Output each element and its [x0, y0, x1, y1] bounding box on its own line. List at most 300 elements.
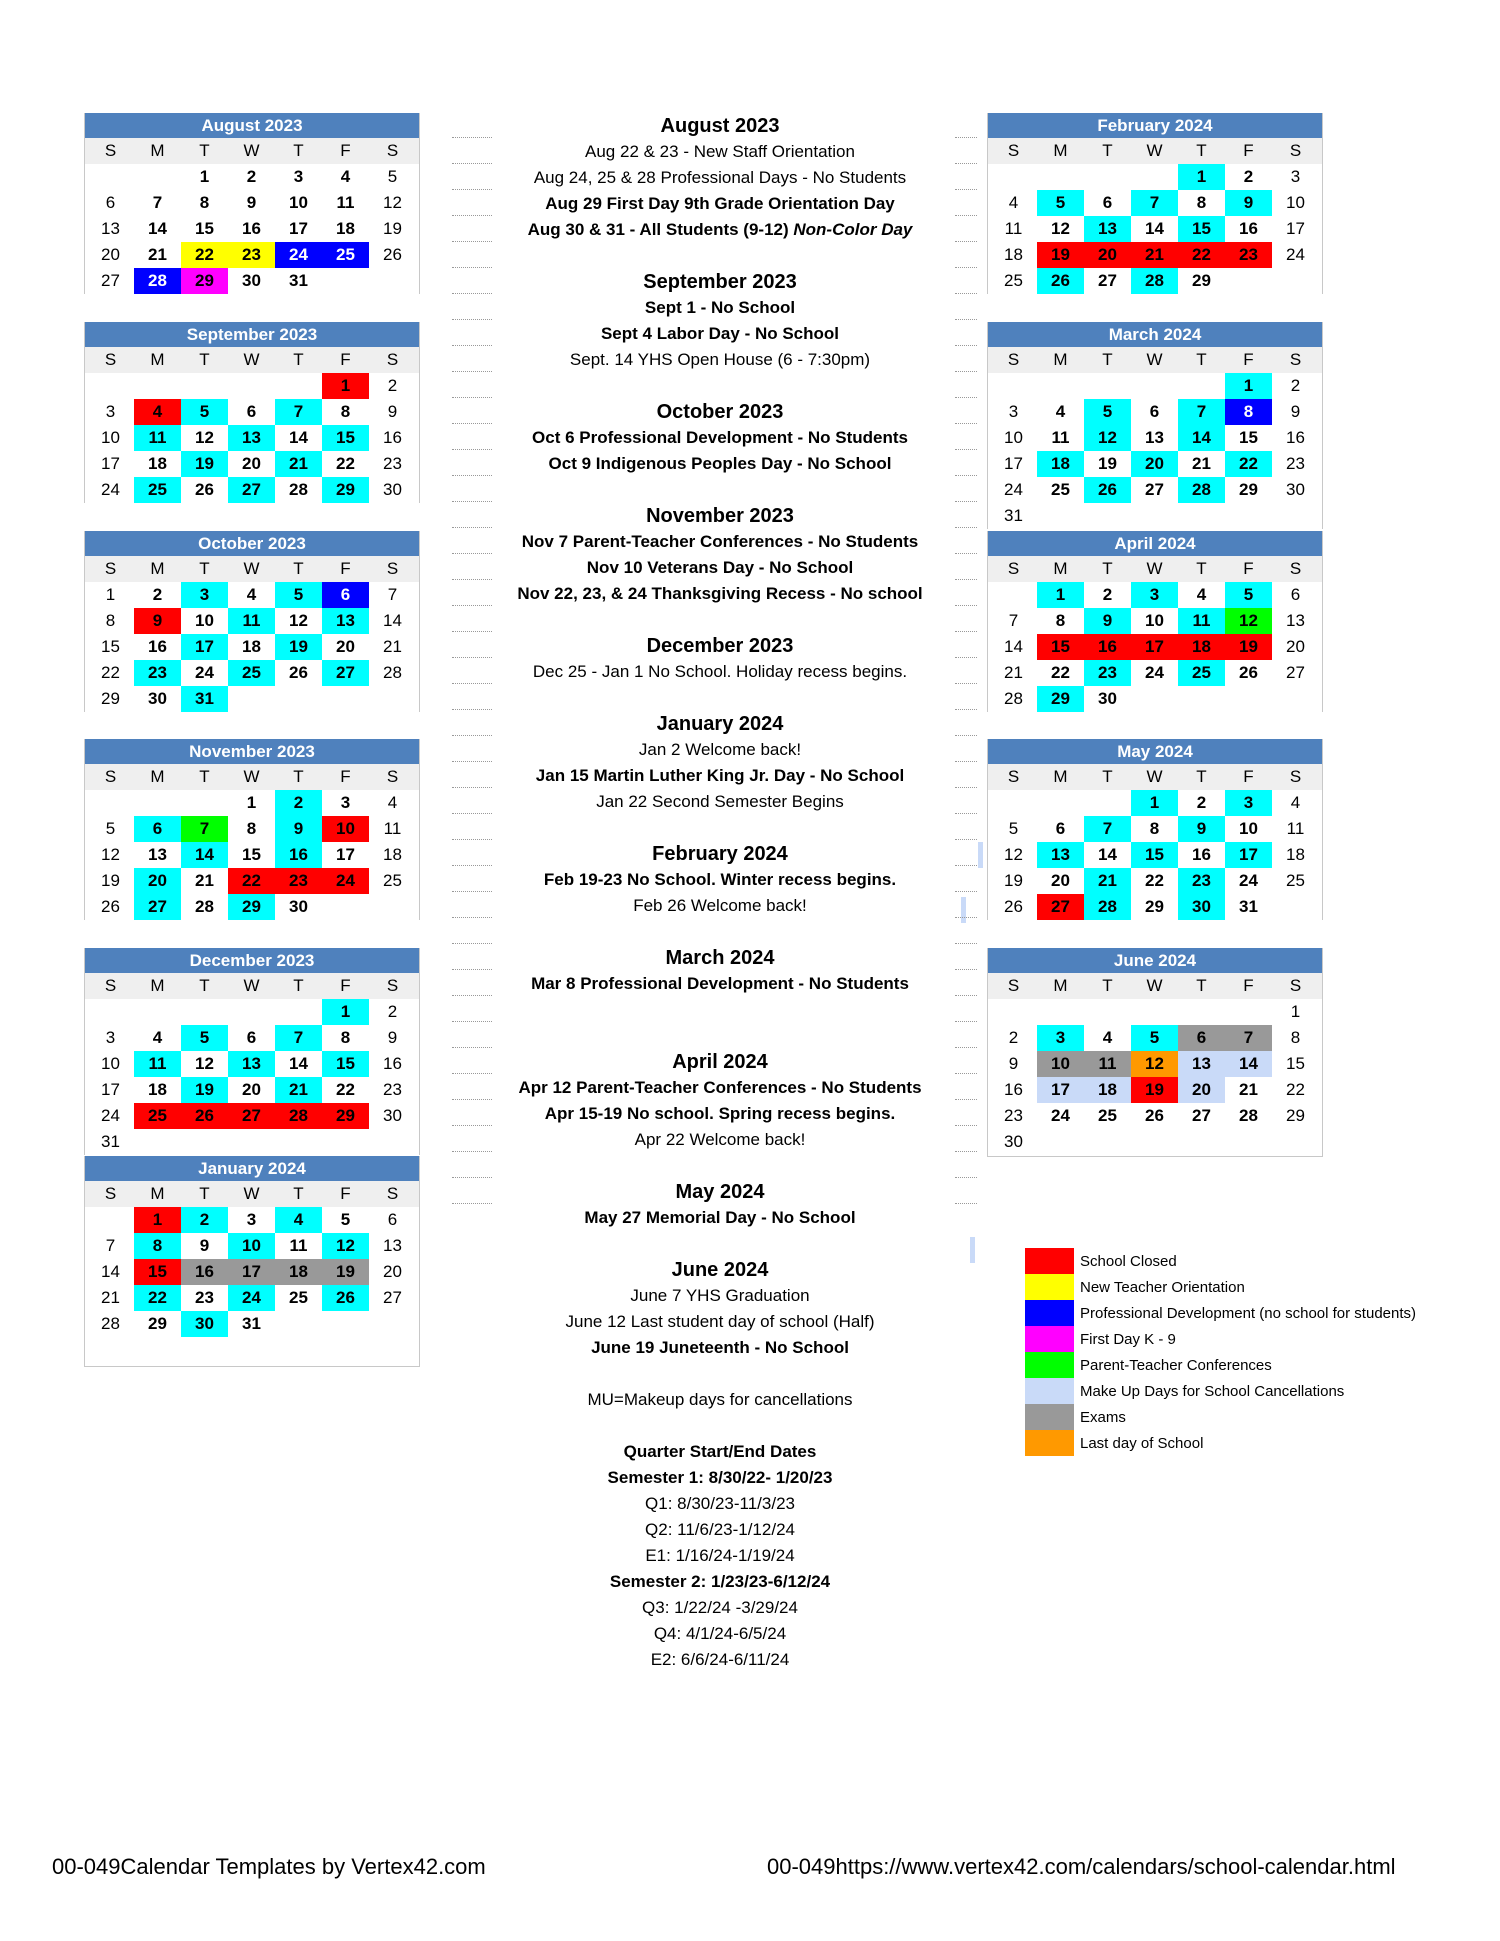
- event-line: June 19 Juneteenth - No School: [591, 1338, 849, 1357]
- dotted-rule: [955, 917, 977, 918]
- day-cell: 14: [1098, 845, 1117, 864]
- day-cell: 21: [1084, 868, 1131, 894]
- day-cell: 23: [1084, 660, 1131, 686]
- dotted-rule: [452, 787, 492, 788]
- day-cell: 20: [1131, 451, 1178, 477]
- empty-cell: [134, 373, 181, 399]
- day-cell: 8: [134, 1233, 181, 1259]
- day-cell: 11: [1178, 608, 1225, 634]
- weekday-label: S: [104, 559, 117, 578]
- weekday-label: M: [150, 976, 165, 995]
- day-cell: 1: [322, 373, 369, 399]
- day-cell: 28: [101, 1314, 120, 1333]
- day-cell: 23: [275, 868, 322, 894]
- day-cell: 18: [1286, 845, 1305, 864]
- day-cell: 16: [275, 842, 322, 868]
- day-cell: 3: [181, 582, 228, 608]
- day-cell: 5: [1008, 819, 1019, 838]
- legend-item: [1025, 1248, 1416, 1274]
- footer-right: 00-049https://www.vertex42.com/calendars/school-calendar.html: [767, 1854, 1396, 1879]
- dotted-rule: [452, 449, 492, 450]
- weekday-label: S: [386, 559, 399, 578]
- dotted-rule: [452, 631, 492, 632]
- day-cell: 27: [1037, 894, 1084, 920]
- day-grid: [85, 373, 419, 503]
- weekday-label: S: [104, 767, 117, 786]
- empty-cell: [990, 582, 1037, 608]
- event-line: Jan 22 Second Semester Begins: [596, 792, 844, 811]
- day-cell: 27: [322, 660, 369, 686]
- dotted-rule: [452, 553, 492, 554]
- month-calendar: [987, 739, 1323, 920]
- day-cell: 23: [195, 1288, 214, 1307]
- day-grid: [988, 790, 1322, 920]
- day-cell: 27: [101, 271, 120, 290]
- day-cell: 2: [1196, 793, 1207, 812]
- day-cell: 24: [1286, 245, 1305, 264]
- dotted-rule: [955, 631, 977, 632]
- day-cell: 26: [181, 1103, 228, 1129]
- day-cell: 22: [336, 454, 355, 473]
- dotted-rule: [452, 163, 492, 164]
- event-line: [480, 919, 960, 945]
- day-cell: 29: [181, 268, 228, 294]
- weekday-label: W: [243, 350, 260, 369]
- day-cell: 21: [1004, 663, 1023, 682]
- day-cell: 8: [1149, 819, 1160, 838]
- event-line: [480, 1361, 960, 1387]
- day-cell: 30: [383, 480, 402, 499]
- empty-cell: [1084, 999, 1131, 1025]
- day-cell: 10: [289, 193, 308, 212]
- day-cell: 10: [1037, 1051, 1084, 1077]
- day-cell: 7: [1008, 611, 1019, 630]
- day-cell: 19: [181, 1077, 228, 1103]
- dotted-rule: [955, 215, 977, 216]
- day-cell: 1: [322, 999, 369, 1025]
- day-cell: 29: [1192, 271, 1211, 290]
- day-cell: 26: [1084, 477, 1131, 503]
- event-line: Jan 15 Martin Luther King Jr. Day - No School: [535, 766, 905, 785]
- event-month-heading: August 2023: [660, 115, 780, 137]
- legend-swatch: [1025, 1326, 1074, 1352]
- day-cell: 18: [1084, 1077, 1131, 1103]
- event-line: Aug 29 First Day 9th Grade Orientation Day: [545, 194, 895, 213]
- day-cell: 16: [242, 219, 261, 238]
- day-cell: 18: [1178, 634, 1225, 660]
- day-cell: 22: [101, 663, 120, 682]
- day-cell: 9: [1084, 608, 1131, 634]
- day-cell: 12: [322, 1233, 369, 1259]
- day-cell: 5: [387, 167, 398, 186]
- event-line: [480, 1413, 960, 1439]
- legend-swatch: [1025, 1300, 1074, 1326]
- weekday-label: S: [104, 1184, 117, 1203]
- weekday-label: T: [199, 976, 210, 995]
- day-cell: 8: [246, 819, 257, 838]
- day-cell: 4: [1290, 793, 1301, 812]
- event-line: Q2: 11/6/23-1/12/24: [645, 1520, 795, 1539]
- weekday-label: W: [243, 767, 260, 786]
- dotted-rule: [452, 267, 492, 268]
- weekday-label: S: [1289, 976, 1302, 995]
- dotted-rule: [452, 293, 492, 294]
- event-month-heading: May 2024: [675, 1181, 765, 1203]
- empty-cell: [134, 164, 181, 190]
- day-cell: 2: [1008, 1028, 1019, 1047]
- dotted-rule: [955, 475, 977, 476]
- day-cell: 9: [134, 608, 181, 634]
- month-title: August 2023: [85, 113, 419, 138]
- dotted-rule: [452, 189, 492, 190]
- dotted-rule: [955, 189, 977, 190]
- day-cell: 4: [1196, 585, 1207, 604]
- day-cell: 18: [1037, 451, 1084, 477]
- dotted-rule: [452, 579, 492, 580]
- day-cell: 15: [1239, 428, 1258, 447]
- event-month-heading: January 2024: [656, 713, 784, 735]
- day-cell: 22: [181, 242, 228, 268]
- day-cell: 20: [134, 868, 181, 894]
- empty-cell: [275, 373, 322, 399]
- day-cell: 31: [289, 271, 308, 290]
- weekday-label: M: [150, 350, 165, 369]
- dotted-rule: [452, 215, 492, 216]
- day-cell: 11: [1051, 428, 1070, 447]
- day-cell: 19: [1225, 634, 1272, 660]
- day-cell: 29: [1286, 1106, 1305, 1125]
- empty-cell: [1084, 790, 1131, 816]
- day-cell: 28: [1178, 477, 1225, 503]
- day-cell: 12: [1004, 845, 1023, 864]
- weekday-label: F: [1243, 350, 1254, 369]
- dotted-rule: [955, 423, 977, 424]
- event-line: Feb 19-23 No School. Winter recess begins.: [543, 870, 897, 889]
- weekday-label: T: [1196, 141, 1207, 160]
- event-line: Quarter Start/End Dates: [623, 1442, 817, 1461]
- empty-cell: [990, 790, 1037, 816]
- event-line: Oct 9 Indigenous Peoples Day - No School: [548, 454, 892, 473]
- event-line: [480, 243, 960, 269]
- dotted-rule: [955, 605, 977, 606]
- day-cell: 24: [275, 242, 322, 268]
- cell-marker: [970, 1237, 975, 1263]
- dotted-rule: [955, 813, 977, 814]
- legend-item: [1025, 1378, 1416, 1404]
- day-cell: 13: [1145, 428, 1164, 447]
- day-cell: 11: [134, 425, 181, 451]
- weekday-label: S: [1289, 559, 1302, 578]
- weekday-label: T: [1102, 350, 1113, 369]
- month-calendar: [84, 322, 420, 503]
- day-cell: 13: [1286, 611, 1305, 630]
- day-cell: 11: [228, 608, 275, 634]
- legend-label: Make Up Days for School Cancellations: [1080, 1382, 1345, 1400]
- day-cell: 23: [134, 660, 181, 686]
- event-month-heading: November 2023: [646, 505, 794, 527]
- dotted-rule: [452, 657, 492, 658]
- day-cell: 9: [387, 1028, 398, 1047]
- weekday-label: T: [1102, 976, 1113, 995]
- legend-swatch: [1025, 1378, 1074, 1404]
- weekday-label: T: [199, 1184, 210, 1203]
- day-cell: 3: [1290, 167, 1301, 186]
- weekday-label: S: [386, 976, 399, 995]
- day-cell: 1: [1225, 373, 1272, 399]
- dotted-rule: [452, 839, 492, 840]
- dotted-rule: [452, 345, 492, 346]
- day-cell: 12: [1051, 219, 1070, 238]
- day-grid: [85, 582, 419, 712]
- event-line: May 27 Memorial Day - No School: [584, 1208, 856, 1227]
- events-list: [480, 113, 960, 1673]
- day-cell: 2: [1102, 585, 1113, 604]
- day-cell: 2: [1290, 376, 1301, 395]
- dotted-rule: [452, 969, 492, 970]
- day-cell: 2: [387, 376, 398, 395]
- dotted-rule: [955, 345, 977, 346]
- empty-cell: [1084, 373, 1131, 399]
- day-cell: 25: [134, 1103, 181, 1129]
- event-line: E1: 1/16/24-1/19/24: [645, 1546, 795, 1565]
- weekday-label: S: [386, 350, 399, 369]
- day-cell: 1: [134, 1207, 181, 1233]
- day-cell: 22: [336, 1080, 355, 1099]
- day-cell: 9: [1178, 816, 1225, 842]
- weekday-header: [85, 138, 419, 164]
- dotted-rule: [955, 553, 977, 554]
- month-calendar: [987, 322, 1323, 529]
- legend-item: [1025, 1430, 1416, 1456]
- day-cell: 7: [152, 193, 163, 212]
- day-cell: 22: [134, 1285, 181, 1311]
- day-cell: 18: [148, 454, 167, 473]
- empty-cell: [990, 373, 1037, 399]
- dotted-rule: [452, 1021, 492, 1022]
- day-cell: 23: [383, 1080, 402, 1099]
- dotted-rule: [452, 501, 492, 502]
- weekday-label: S: [1289, 350, 1302, 369]
- weekday-label: M: [1053, 350, 1068, 369]
- month-title: November 2023: [85, 739, 419, 764]
- day-cell: 25: [228, 660, 275, 686]
- dotted-rule: [955, 995, 977, 996]
- day-cell: 25: [1098, 1106, 1117, 1125]
- event-line: [480, 685, 960, 711]
- day-cell: 4: [340, 167, 351, 186]
- weekday-label: F: [340, 767, 351, 786]
- dotted-rule: [955, 1099, 977, 1100]
- day-cell: 26: [1145, 1106, 1164, 1125]
- day-cell: 30: [148, 689, 167, 708]
- weekday-label: T: [293, 976, 304, 995]
- day-cell: 30: [242, 271, 261, 290]
- weekday-label: M: [1053, 976, 1068, 995]
- weekday-label: M: [150, 559, 165, 578]
- empty-cell: [181, 999, 228, 1025]
- day-cell: 17: [181, 634, 228, 660]
- day-cell: 30: [1004, 1132, 1023, 1151]
- event-line: Jan 2 Welcome back!: [638, 740, 802, 759]
- dotted-rule: [452, 1125, 492, 1126]
- day-cell: 26: [383, 245, 402, 264]
- weekday-header: [988, 973, 1322, 999]
- day-cell: 25: [322, 242, 369, 268]
- event-line: Sept 4 Labor Day - No School: [600, 324, 840, 343]
- dotted-rule: [955, 501, 977, 502]
- day-cell: 28: [1084, 894, 1131, 920]
- dotted-rule: [955, 579, 977, 580]
- month-calendar: [84, 113, 420, 294]
- day-cell: 13: [1037, 842, 1084, 868]
- day-grid: [85, 999, 419, 1155]
- weekday-label: T: [199, 559, 210, 578]
- day-cell: 18: [1004, 245, 1023, 264]
- day-cell: 10: [1286, 193, 1305, 212]
- weekday-header: [988, 764, 1322, 790]
- day-cell: 12: [1131, 1051, 1178, 1077]
- day-cell: 29: [148, 1314, 167, 1333]
- event-line: Apr 12 Parent-Teacher Conferences - No Students: [518, 1078, 922, 1097]
- month-title: May 2024: [988, 739, 1322, 764]
- dotted-rule: [452, 605, 492, 606]
- day-cell: 7: [275, 399, 322, 425]
- day-cell: 5: [275, 582, 322, 608]
- day-cell: 22: [1286, 1080, 1305, 1099]
- legend-swatch: [1025, 1274, 1074, 1300]
- day-cell: 28: [134, 268, 181, 294]
- day-cell: 5: [340, 1210, 351, 1229]
- day-cell: 28: [383, 663, 402, 682]
- event-line: Mar 8 Professional Development - No Students: [531, 974, 909, 993]
- day-cell: 11: [383, 819, 402, 838]
- dotted-rule: [452, 1047, 492, 1048]
- day-cell: 22: [1178, 242, 1225, 268]
- event-line: MU=Makeup days for cancellations: [587, 1390, 853, 1409]
- day-cell: 14: [289, 428, 308, 447]
- day-cell: 8: [1055, 611, 1066, 630]
- day-cell: 17: [1037, 1077, 1084, 1103]
- day-cell: 29: [101, 689, 120, 708]
- legend-item: [1025, 1274, 1416, 1300]
- weekday-label: F: [1243, 559, 1254, 578]
- weekday-label: W: [1146, 559, 1163, 578]
- day-cell: 13: [148, 845, 167, 864]
- day-cell: 4: [387, 793, 398, 812]
- empty-cell: [228, 999, 275, 1025]
- day-cell: 3: [105, 1028, 116, 1047]
- event-line: Q3: 1/22/24 -3/29/24: [642, 1598, 798, 1617]
- day-cell: 23: [1004, 1106, 1023, 1125]
- day-cell: 6: [322, 582, 369, 608]
- cell-marker: [961, 897, 966, 923]
- footer-left: 00-049Calendar Templates by Vertex42.com: [52, 1854, 486, 1879]
- legend-swatch: [1025, 1430, 1074, 1456]
- empty-cell: [228, 373, 275, 399]
- empty-cell: [1178, 373, 1225, 399]
- event-month-heading: March 2024: [665, 947, 775, 969]
- dotted-rule: [955, 137, 977, 138]
- weekday-label: M: [150, 141, 165, 160]
- empty-cell: [990, 164, 1037, 190]
- day-cell: 19: [1098, 454, 1117, 473]
- event-line: June 12 Last student day of school (Half): [565, 1312, 875, 1331]
- dotted-rule: [955, 735, 977, 736]
- weekday-label: W: [243, 141, 260, 160]
- month-calendar: [84, 531, 420, 712]
- day-cell: 15: [242, 845, 261, 864]
- day-cell: 6: [387, 1210, 398, 1229]
- empty-cell: [1131, 999, 1178, 1025]
- day-cell: 11: [134, 1051, 181, 1077]
- event-line: [480, 815, 960, 841]
- weekday-label: T: [293, 767, 304, 786]
- day-cell: 21: [101, 1288, 120, 1307]
- day-cell: 14: [148, 219, 167, 238]
- legend-label: Professional Development (no school for students): [1080, 1304, 1417, 1322]
- day-cell: 26: [1037, 268, 1084, 294]
- day-cell: 27: [228, 477, 275, 503]
- dotted-rule: [452, 1177, 492, 1178]
- day-cell: 13: [101, 219, 120, 238]
- day-cell: 20: [1051, 871, 1070, 890]
- day-cell: 4: [152, 1028, 163, 1047]
- weekday-label: F: [1243, 976, 1254, 995]
- event-line: Dec 25 - Jan 1 No School. Holiday recess begins.: [532, 662, 908, 681]
- day-cell: 25: [1051, 480, 1070, 499]
- empty-cell: [1037, 999, 1084, 1025]
- day-cell: 28: [275, 1103, 322, 1129]
- legend-item: [1025, 1404, 1416, 1430]
- event-line: Nov 7 Parent-Teacher Conferences - No Students: [521, 532, 919, 551]
- day-cell: 27: [134, 894, 181, 920]
- day-cell: 19: [383, 219, 402, 238]
- weekday-label: T: [199, 767, 210, 786]
- day-cell: 7: [1178, 399, 1225, 425]
- day-cell: 23: [1225, 242, 1272, 268]
- day-cell: 19: [275, 634, 322, 660]
- day-cell: 10: [228, 1233, 275, 1259]
- day-cell: 5: [1037, 190, 1084, 216]
- day-cell: 9: [1225, 190, 1272, 216]
- weekday-header: [85, 1181, 419, 1207]
- day-cell: 19: [181, 451, 228, 477]
- weekday-label: W: [1146, 141, 1163, 160]
- day-cell: 15: [322, 1051, 369, 1077]
- dotted-rule: [955, 1177, 977, 1178]
- dotted-rule: [452, 319, 492, 320]
- weekday-label: S: [1007, 559, 1020, 578]
- day-cell: 14: [101, 1262, 120, 1281]
- dotted-rule: [955, 1151, 977, 1152]
- day-cell: 2: [181, 1207, 228, 1233]
- day-cell: 16: [1239, 219, 1258, 238]
- day-cell: 20: [1178, 1077, 1225, 1103]
- day-cell: 7: [275, 1025, 322, 1051]
- weekday-label: S: [1007, 141, 1020, 160]
- weekday-label: S: [1007, 767, 1020, 786]
- dotted-rule: [955, 1047, 977, 1048]
- dotted-rule: [452, 891, 492, 892]
- day-cell: 15: [1037, 634, 1084, 660]
- day-cell: 13: [322, 608, 369, 634]
- month-title: January 2024: [85, 1156, 419, 1181]
- day-cell: 10: [101, 1054, 120, 1073]
- day-cell: 28: [195, 897, 214, 916]
- day-cell: 3: [340, 793, 351, 812]
- month-calendar: [987, 948, 1323, 1157]
- dotted-rule: [955, 319, 977, 320]
